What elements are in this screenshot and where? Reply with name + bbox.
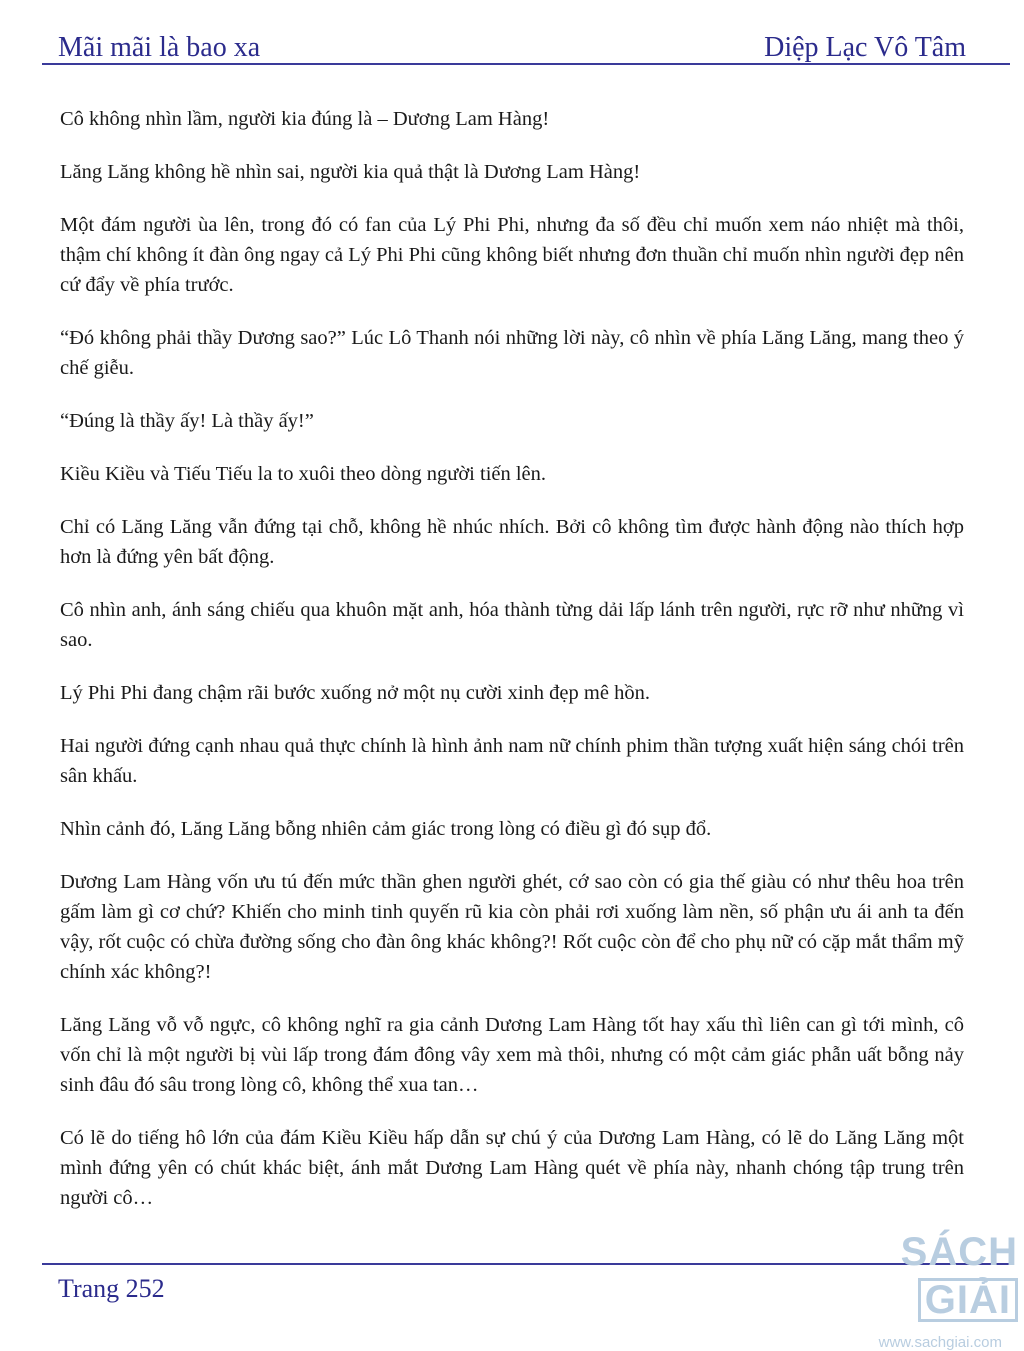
watermark-logo (818, 1228, 1018, 1351)
page-header (58, 22, 966, 64)
paragraph: Chỉ có Lăng Lăng vẫn đứng tại chỗ, không hề nhúc nhích. Bởi cô không tìm được hành động nào thích hợp hơn là đứng yên bất động. (60, 516, 964, 568)
book-title: Mãi mãi là bao xa (58, 32, 261, 63)
paragraph: Cô nhìn anh, ánh sáng chiếu qua khuôn mặt anh, hóa thành từng dải lấp lánh trên người, rực rỡ như những vì sao. (60, 599, 964, 651)
watermark-url: www.sachgiai.com (878, 1334, 1002, 1351)
header-divider (42, 63, 1010, 65)
paragraph: Có lẽ do tiếng hô lớn của đám Kiều Kiều hấp dẫn sự chú ý của Dương Lam Hàng, có lẽ do Lăng Lăng một mình đứng yên có chút khác biệt, ánh mắt Dương Lam Hàng quét về phía này, nhanh chóng tập trung trên người cô… (60, 1127, 964, 1209)
paragraph: “Đúng là thầy ấy! Là thầy ấy!” (60, 410, 314, 432)
paragraph: Lý Phi Phi đang chậm rãi bước xuống nở một nụ cười xinh đẹp mê hồn. (60, 682, 650, 704)
paragraph: Hai người đứng cạnh nhau quả thực chính là hình ảnh nam nữ chính phim thần tượng xuất hiện sáng chói trên sân khấu. (60, 735, 964, 787)
paragraph: Dương Lam Hàng vốn ưu tú đến mức thần ghen người ghét, cớ sao còn có gia thế giàu có như thêu hoa trên gấm làm gì cơ chứ? Khiến cho minh tinh quyến rũ kia còn phải rơi xuống làm nền, số phận ưu ái anh ta đến vậy, rốt cuộc có chừa đường sống cho đàn ông khác không?! Rốt cuộc còn để cho phụ nữ có cặp mắt thẩm mỹ chính xác không?! (60, 871, 964, 983)
paragraph: “Đó không phải thầy Dương sao?” Lúc Lô Thanh nói những lời này, cô nhìn về phía Lăng Lăng, mang theo ý chế giễu. (60, 327, 964, 379)
paragraph: Kiều Kiều và Tiếu Tiếu la to xuôi theo dòng người tiến lên. (60, 463, 547, 485)
paragraph: Nhìn cảnh đó, Lăng Lăng bỗng nhiên cảm giác trong lòng có điều gì đó sụp đổ. (60, 818, 712, 840)
paragraph: Cô không nhìn lầm, người kia đúng là – Dương Lam Hàng! (60, 108, 550, 130)
watermark-logo-text: SÁCH (900, 1230, 1018, 1274)
paragraph: Một đám người ùa lên, trong đó có fan của Lý Phi Phi, nhưng đa số đều chỉ muốn xem náo nhiệt mà thôi, thậm chí không ít đàn ông ngay cả Lý Phi Phi cũng không biết nhưng đơn thuần chỉ muốn nhìn người đẹp nên cứ đẩy về phía trước. (60, 214, 964, 296)
page-number: Trang 252 (58, 1274, 165, 1303)
author-name: Diệp Lạc Vô Tâm (764, 32, 966, 63)
watermark-logo-box: GIẢI (918, 1278, 1018, 1322)
page-body (60, 104, 964, 1236)
paragraph: Lăng Lăng vỗ vỗ ngực, cô không nghĩ ra gia cảnh Dương Lam Hàng tốt hay xấu thì liên can gì tới mình, cô vốn chỉ là một người bị vùi lấp trong đám đông vây xem mà thôi, nhưng có một cảm giác phẫn uất bỗng nảy sinh đâu đó sâu trong lòng cô, không thể xua tan… (60, 1014, 964, 1096)
paragraph: Lăng Lăng không hề nhìn sai, người kia quả thật là Dương Lam Hàng! (60, 161, 641, 183)
